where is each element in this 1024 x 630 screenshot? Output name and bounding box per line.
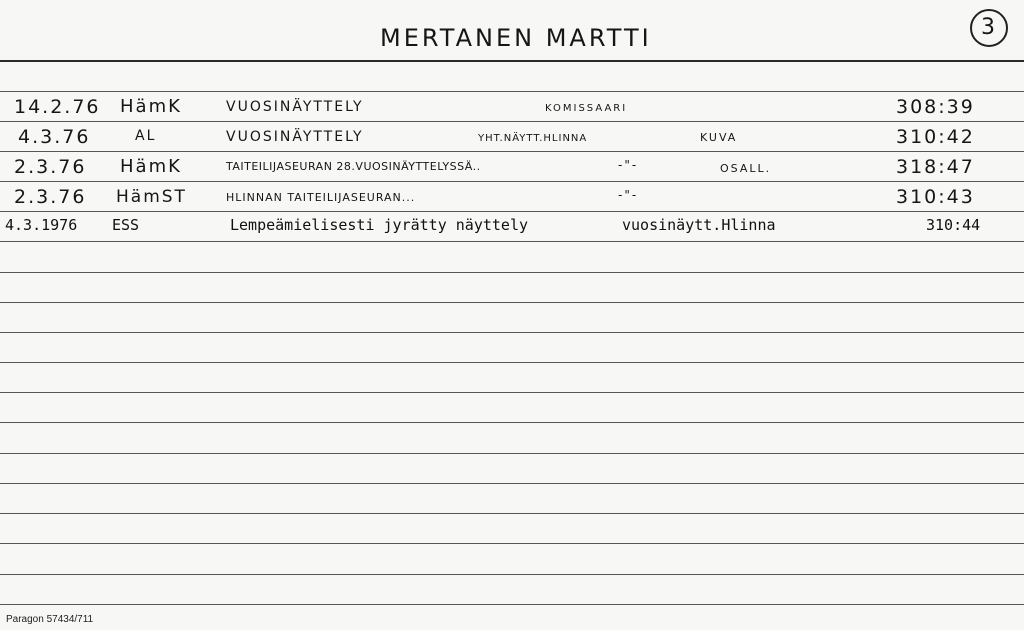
ruled-line	[0, 332, 1024, 333]
ruled-line	[0, 422, 1024, 423]
ruled-line	[0, 543, 1024, 544]
entry-note: KOMISSAARI	[545, 103, 628, 114]
entry-note: YHT.NÄYTT.HLINNA	[478, 133, 588, 144]
entry-source: ESS	[112, 216, 140, 234]
printer-imprint: Paragon 57434/711	[6, 614, 94, 625]
entry-extra: OSALL.	[720, 162, 772, 175]
entry-date: 2.3.76	[14, 156, 87, 178]
entry-reference: 310:42	[896, 126, 975, 148]
ruled-line	[0, 483, 1024, 484]
card-title: MERTANEN MARTTI	[380, 24, 652, 52]
ruled-line	[0, 211, 1024, 212]
ruled-line	[0, 151, 1024, 152]
entry-note: -"-	[618, 158, 639, 172]
header-rule	[0, 60, 1024, 62]
card-number-circle: 3	[970, 9, 1008, 47]
ruled-line	[0, 513, 1024, 514]
ruled-line	[0, 453, 1024, 454]
entry-subject: VUOSINÄYTTELY	[226, 99, 364, 115]
entry-subject: TAITEILIJASEURAN 28.VUOSINÄYTTELYSSÄ..	[226, 160, 481, 173]
entry-reference: 310:43	[896, 186, 975, 208]
entry-subject: HLINNAN TAITEILIJASEURAN...	[226, 191, 416, 204]
entry-date: 14.2.76	[14, 96, 101, 118]
ruled-line	[0, 241, 1024, 242]
entry-source: HämK	[120, 96, 182, 117]
entry-subject: VUOSINÄYTTELY	[226, 129, 364, 145]
ruled-line	[0, 302, 1024, 303]
entry-date: 4.3.76	[18, 126, 91, 148]
entry-date: 4.3.1976	[5, 216, 78, 234]
ruled-line	[0, 392, 1024, 393]
entry-source: HämST	[116, 187, 187, 207]
entry-reference: 310:44	[926, 216, 981, 234]
entry-note: -"-	[618, 188, 639, 202]
ruled-line	[0, 181, 1024, 182]
entry-source: HämK	[120, 156, 182, 177]
ruled-line	[0, 272, 1024, 273]
entry-note: vuosinäytt.Hlinna	[622, 216, 776, 234]
entry-reference: 308:39	[896, 96, 975, 118]
ruled-line	[0, 574, 1024, 575]
ruled-line	[0, 362, 1024, 363]
entry-reference: 318:47	[896, 156, 975, 178]
ruled-line	[0, 604, 1024, 605]
ruled-line	[0, 121, 1024, 122]
entry-extra: KUVA	[700, 131, 738, 144]
entry-subject: Lempeämielisesti jyrätty näyttely	[230, 216, 529, 234]
entry-date: 2.3.76	[14, 186, 87, 208]
ruled-line	[0, 91, 1024, 92]
entry-source: AL	[135, 128, 157, 144]
